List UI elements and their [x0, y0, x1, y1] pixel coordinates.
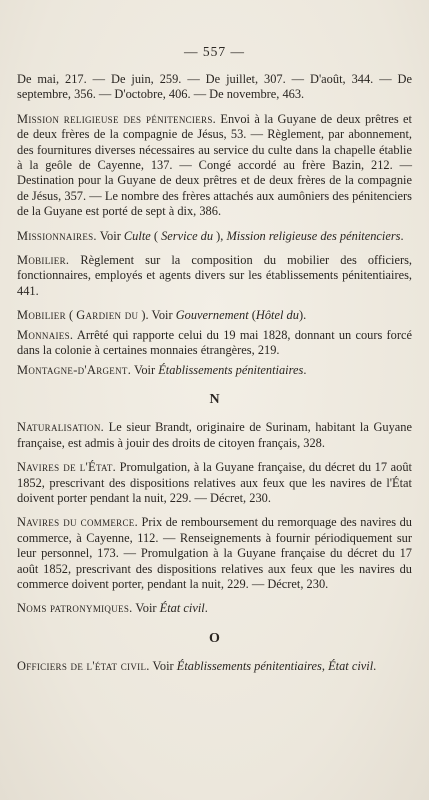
entry-text: Prix de remboursement du remorquage des navires du commerce, à Cayenne, 112. — Renseignements à fournir périodiquement sur leur personnel, 173. — Promulgation à la Guyane française du décret du 17 août 1852, prescrivant des dispositions relatives aux feux que les navires du commerce doivent porter, pendant la nuit, 229. — Décret, 230. — [17, 515, 412, 591]
cross-reference: Mission religieuse des pénitenciers — [226, 228, 401, 243]
entry-text: Règlement sur la composition du mobilier des officiers, fonctionnaires, employés et agents divers sur les établissements pénitentiaires, 441. — [17, 253, 412, 298]
entry-text: Voir — [132, 601, 160, 616]
entry-text: . — [303, 362, 307, 377]
cross-reference: Culte — [123, 228, 151, 243]
entry-heading: Naturalisation. — [17, 420, 105, 435]
page-number: — 557 — — [184, 44, 245, 59]
index-entry-mobilier-gardien — [17, 308, 412, 323]
entry-text: . — [373, 659, 377, 674]
entry-text: ( — [248, 308, 256, 323]
section-letter-n: N — [209, 391, 220, 407]
cross-reference: État civil — [328, 659, 374, 674]
entry-text: Le sieur Brandt, originaire de Surinam, habitant la Guyane française, est admis à jouir des droits de citoyen français, 328. — [17, 420, 412, 450]
entry-text: Voir — [96, 228, 124, 243]
entry-text: , — [321, 659, 329, 674]
entry-heading: Mobilier — [17, 308, 66, 323]
entry-heading: Noms patronymiques. — [17, 601, 133, 616]
cross-reference: État civil — [159, 601, 205, 616]
entry-text: ). — [298, 308, 307, 323]
cross-reference: Établissements pénitentiaires — [158, 362, 304, 377]
entry-text: ), — [213, 228, 227, 243]
cross-reference: Hôtel du — [255, 308, 299, 323]
entry-heading: Navires du commerce. — [17, 515, 138, 530]
index-entry-naturalisation — [17, 420, 412, 451]
section-letter-o: O — [209, 630, 220, 646]
index-entry-navires-commerce — [17, 515, 412, 592]
index-entry-mobilier — [17, 253, 412, 299]
index-entry-noms-patronymiques — [17, 601, 412, 616]
entry-text: Arrêté qui rapporte celui du 19 mai 1828, donnant un cours forcé dans la colonie à certaines monnaies étrangères, 219. — [17, 327, 412, 358]
entry-text: . — [204, 601, 208, 616]
entry-text: Voir — [149, 659, 177, 674]
entry-text: ( — [150, 228, 162, 243]
entry-heading: Missionnaires. — [17, 228, 97, 243]
index-entry-monnaies — [17, 328, 412, 359]
index-entry-mission-religieuse — [17, 112, 412, 220]
entry-text: ). Voir — [138, 308, 176, 323]
entry-text: Promulgation, à la Guyane française, du décret du 17 août 1852, prescrivant des dispositions relatives aux feux que les navires de l'État doivent porter pendant la nuit, 229. — Décret, 230. — [17, 460, 412, 505]
entry-heading: Monnaies. — [17, 327, 74, 342]
cross-reference: Établissements pénitentiaires — [176, 659, 322, 674]
entry-text: ( — [65, 308, 77, 323]
entry-heading: Navires de l'État. — [17, 460, 117, 475]
entry-heading: Mission religieuse des pénitenciers. — [17, 111, 217, 126]
continued-entry: De mai, 217. — De juin, 259. — De juillet, 307. — D'août, 344. — De septembre, 356. — D'octobre, 406. — De novembre, 463. — [17, 72, 412, 102]
entry-text: Envoi à la Guyane de deux prêtres et de deux frères de la compagnie de Jésus, 53. — Règlement, par abonnement, des fournitures diverses nécessaires au service du culte dans la chapelle établie à la geôle de Cayenne, 137. — Congé accordé au frère Bazin, 212. — Destination pour la Guyane de deux prêtres et de deux frères de la compagnie de Jésus, 357. — Le nombre des frères attachés aux aumôniers des pénitenciers de la Guyane est porté de sept à dix, 386. — [17, 111, 412, 219]
entry-heading: Officiers de l'état civil. — [17, 659, 150, 674]
index-entry-montagne-d-argent — [17, 363, 412, 378]
index-entry-officiers-etat-civil — [17, 659, 412, 674]
index-content — [17, 72, 412, 684]
entry-heading: Mobilier. — [17, 253, 70, 268]
entry-text: Voir — [131, 362, 159, 377]
cross-reference: Gouvernement — [175, 308, 249, 323]
index-entry-missionnaires — [17, 229, 412, 244]
entry-subheading: Gardien du — [76, 308, 139, 323]
entry-heading: Montagne-d'Argent. — [17, 362, 132, 377]
cross-reference: Service du — [161, 228, 214, 243]
entry-text: . — [400, 228, 404, 243]
index-entry-navires-etat — [17, 460, 412, 506]
